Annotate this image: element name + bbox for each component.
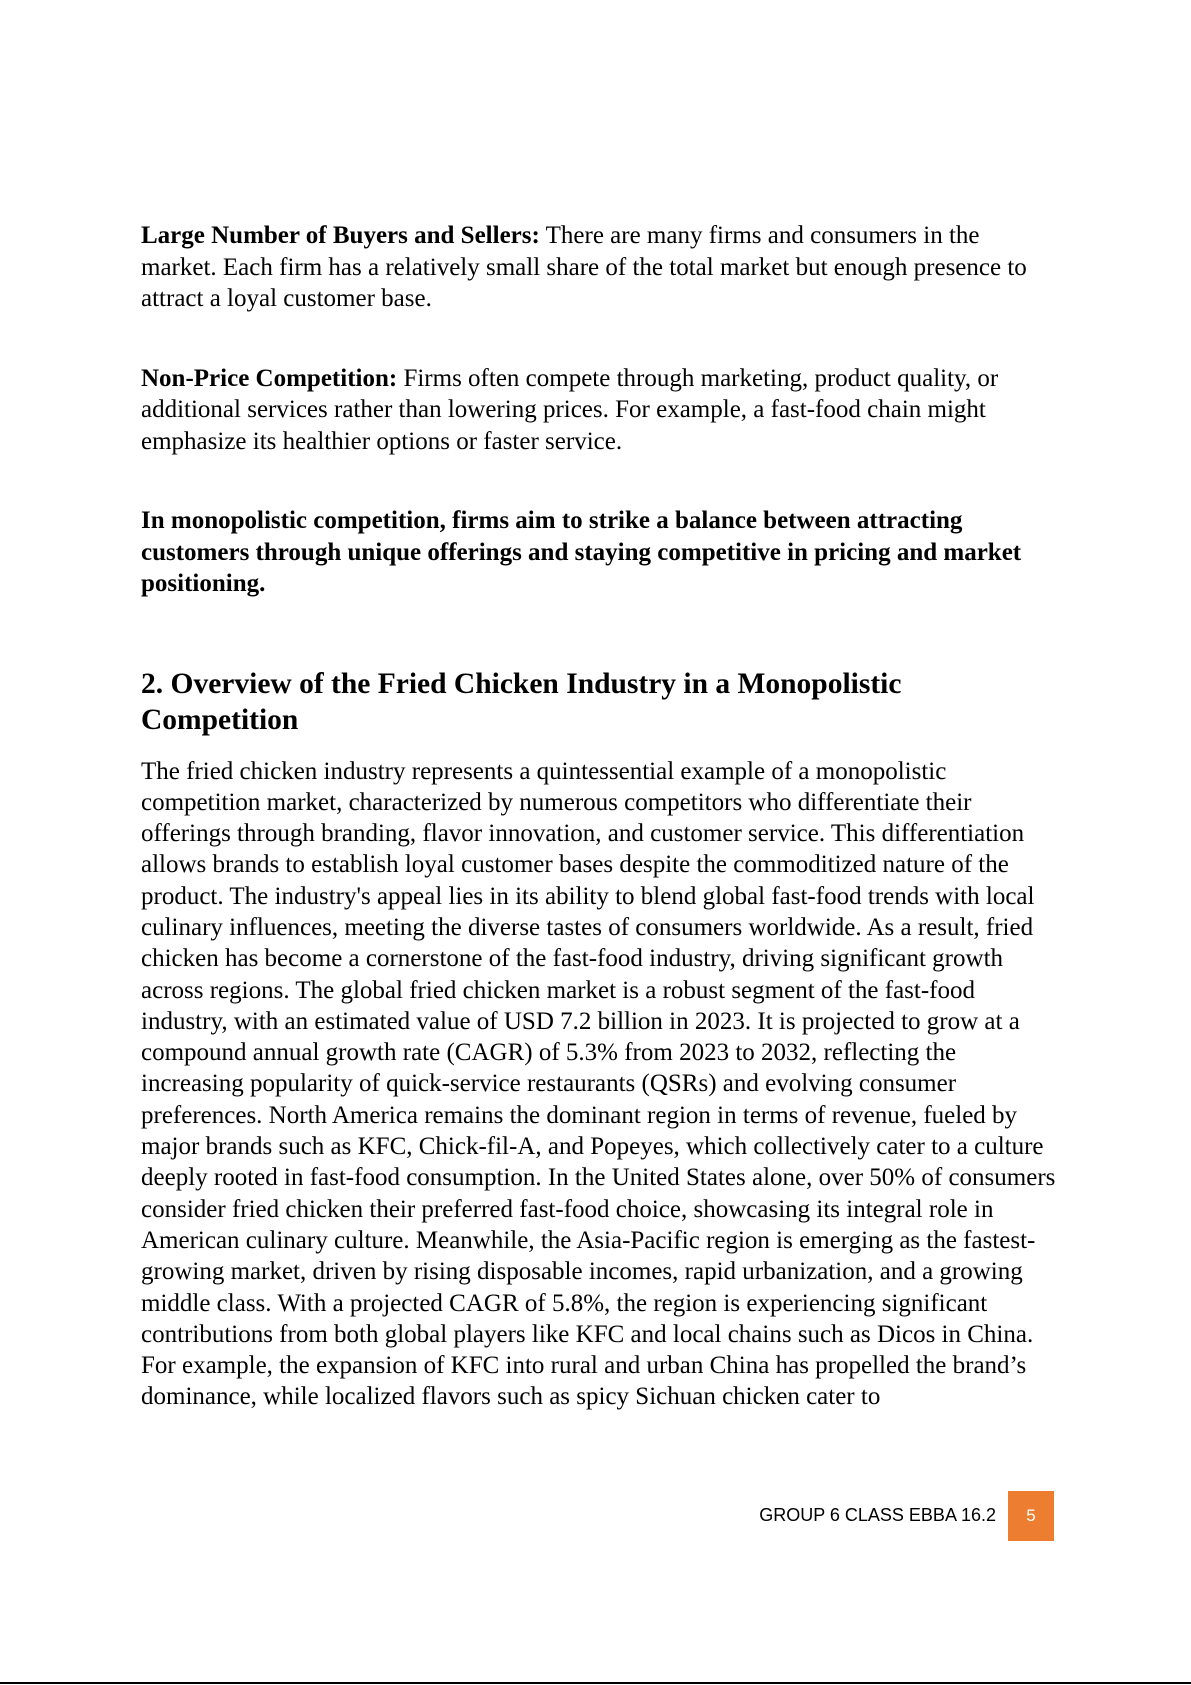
- paragraph-buyers-sellers: [141, 220, 1061, 315]
- paragraph-non-price-competition: [141, 363, 1061, 458]
- page-number: 5: [1008, 1491, 1054, 1541]
- page-content: [141, 220, 1061, 1413]
- paragraph-text: There are many firms and consumers in the market. Each firm has a relatively small share of the total market but enough presence to attract a loyal customer base.: [141, 222, 1027, 312]
- page-footer: [700, 1491, 1054, 1541]
- paragraph-label: Non-Price Competition:: [141, 364, 398, 392]
- bottom-rule: [0, 1682, 1191, 1684]
- section-heading: 2. Overview of the Fried Chicken Industry in a Monopolistic Competition: [141, 667, 902, 736]
- paragraph-label: Large Number of Buyers and Sellers:: [141, 222, 540, 249]
- section-body: The fried chicken industry represents a quintessential example of a monopolistic competition market, characterized by numerous competitors who differentiate their offerings through branding, flavor innovation, and customer service. This differentiation allows brands to establish loyal customer bases despite the commoditized nature of the product. The industry's appeal lies in its ability to blend global fast-food trends with local culinary influences, meeting the diverse tastes of consumers worldwide. As a result, fried chicken has become a cornerstone of the fast-food industry, driving significant growth across regions. The global fried chicken market is a robust segment of the fast-food industry, with an estimated value of USD 7.2 billion in 2023. It is projected to grow at a compound annual growth rate (CAGR) of 5.3% from 2023 to 2032, reflecting the increasing popularity of quick-service restaurants (QSRs) and evolving consumer preferences. North America remains the dominant region in terms of revenue, fueled by major brands such as KFC, Chick-fil-A, and Popeyes, which collectively cater to a culture deeply rooted in fast-food consumption. In the United States alone, over 50% of consumers consider fried chicken their preferred fast-food choice, showcasing its integral role in American culinary culture. Meanwhile, the Asia-Pacific region is emerging as the fastest-growing market, driven by rising disposable incomes, rapid urbanization, and a growing middle class. With a projected CAGR of 5.8%, the region is experiencing significant contributions from both global players like KFC and local chains such as Dicos in China. For example, the expansion of KFC into rural and urban China has propelled the brand’s dominance, while localized flavors such as spicy Sichuan chicken cater to: [141, 757, 1056, 1411]
- summary-statement: In monopolistic competition, firms aim to strike a balance between attracting customers through unique offerings and staying competitive in pricing and market positioning.: [141, 507, 1022, 597]
- paragraph-text: Firms often compete through marketing, product quality, or additional services rather than lowering prices. For example, a fast-food chain might emphasize its healthier options or faster service.: [141, 364, 999, 455]
- footer-label: GROUP 6 CLASS EBBA 16.2: [759, 1505, 996, 1525]
